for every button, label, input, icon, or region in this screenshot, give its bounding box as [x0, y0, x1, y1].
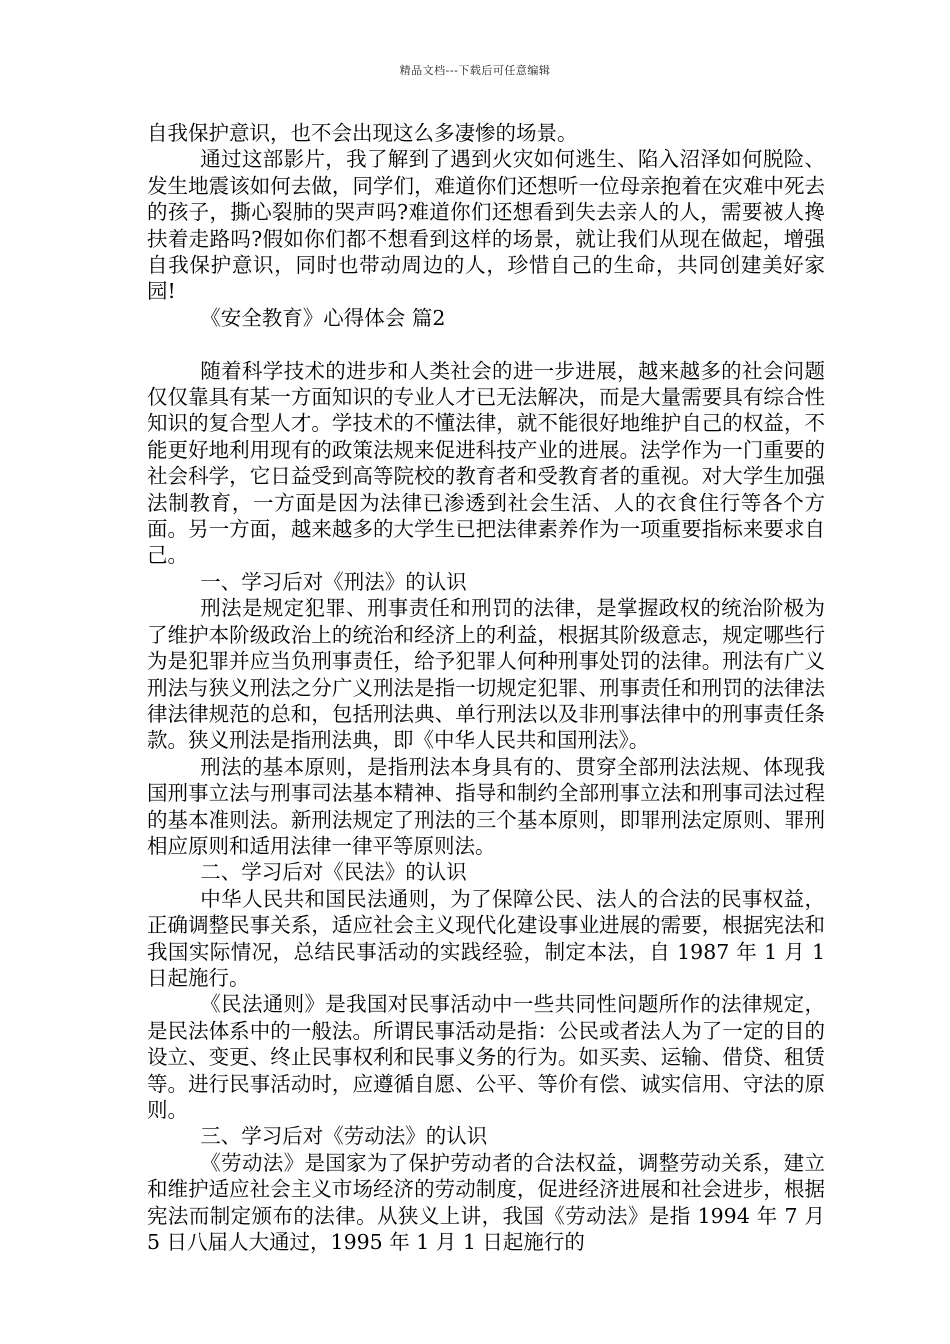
paragraph: 通过这部影片，我了解到了遇到火灾如何逃生、陷入沼泽如何脱险、发生地震该如何去做，同学们，难道你们还想听一位母亲抱着在灾难中死去的孩子，撕心裂肺的哭声吗?难道你们还想看到失去亲人的人，需要被人搀扶着走路吗?假如你们都不想看到这样的场景，就让我们从现在做起，增强自我保护意识，同时也带动周边的人，珍惜自己的生命，共同创建美好家园! — [147, 147, 825, 304]
document-body — [147, 120, 825, 1255]
section-heading-criminal-law: 一、学习后对《刑法》的认识 — [200, 569, 467, 594]
paragraph: 刑法的基本原则，是指刑法本身具有的、贯穿全部刑法法规、体现我国刑事立法与刑事司法基本精神、指导和制约全部刑事立法和刑事司法过程的基本准则法。新刑法规定了刑法的三个基本原则，即罪刑法定原则、罪刑相应原则和适用法律一律平等原则法。 — [147, 754, 825, 858]
page-header: 精品文档---下载后可任意编辑 — [399, 64, 551, 77]
paragraph: 《劳动法》是国家为了保护劳动者的合法权益，调整劳动关系，建立和维护适应社会主义市场经济的劳动制度，促进经济进展和社会进步，根据宪法而制定颁布的法律。从狭义上讲，我国《劳动法》是指 1994 年 7 月 5 日八届人大通过，1995 年 1 月 1 日起施行的 — [147, 1150, 825, 1255]
paragraph: 《民法通则》是我国对民事活动中一些共同性问题所作的法律规定，是民法体系中的一般法。所谓民事活动是指：公民或者法人为了一定的目的设立、变更、终止民事权利和民事义务的行为。如买卖、运输、借贷、租赁等。进行民事活动时，应遵循自愿、公平、等价有偿、诚实信用、守法的原则。 — [147, 992, 825, 1123]
paragraph: 随着科学技术的进步和人类社会的进一步进展，越来越多的社会问题仅仅靠具有某一方面知识的专业人才已无法解决，而是大量需要具有综合性知识的复合型人才。学技术的不懂法律，就不能很好地维护自己的权益，不能更好地利用现有的政策法规来促进科技产业的进展。法学作为一门重要的社会科学，它日益受到高等院校的教育者和受教育者的重视。对大学生加强法制教育，一方面是因为法律已渗透到社会生活、人的衣食住行等各个方面。另一方面，越来越多的大学生已把法律素养作为一项重要指标来要求自己。 — [147, 358, 825, 568]
section-title: 《安全教育》心得体会 篇2 — [200, 305, 446, 330]
paragraph-continuation: 自我保护意识，也不会出现这么多凄惨的场景。 — [147, 121, 578, 145]
paragraph: 刑法是规定犯罪、刑事责任和刑罚的法律，是掌握政权的统治阶极为了维护本阶级政治上的统治和经济上的利益，根据其阶级意志，规定哪些行为是犯罪并应当负刑事责任，给予犯罪人何种刑事处罚的法律。刑法有广义刑法与狭义刑法之分广义刑法是指一切规定犯罪、刑事责任和刑罚的法律法律法律规范的总和，包括刑法典、单行刑法以及非刑事法律中的刑事责任条款。狭义刑法是指刑法典，即《中华人民共和国刑法》。 — [147, 596, 825, 753]
paragraph: 中华人民共和国民法通则，为了保障公民、法人的合法的民事权益，正确调整民事关系，适应社会主义现代化建设事业进展的需要，根据宪法和我国实际情况，总结民事活动的实践经验，制定本法，自 1987 年 1 月 1 日起施行。 — [147, 886, 825, 990]
section-heading-labor-law: 三、学习后对《劳动法》的认识 — [200, 1124, 488, 1149]
blank-line — [147, 331, 825, 357]
section-heading-civil-law: 二、学习后对《民法》的认识 — [200, 860, 467, 885]
